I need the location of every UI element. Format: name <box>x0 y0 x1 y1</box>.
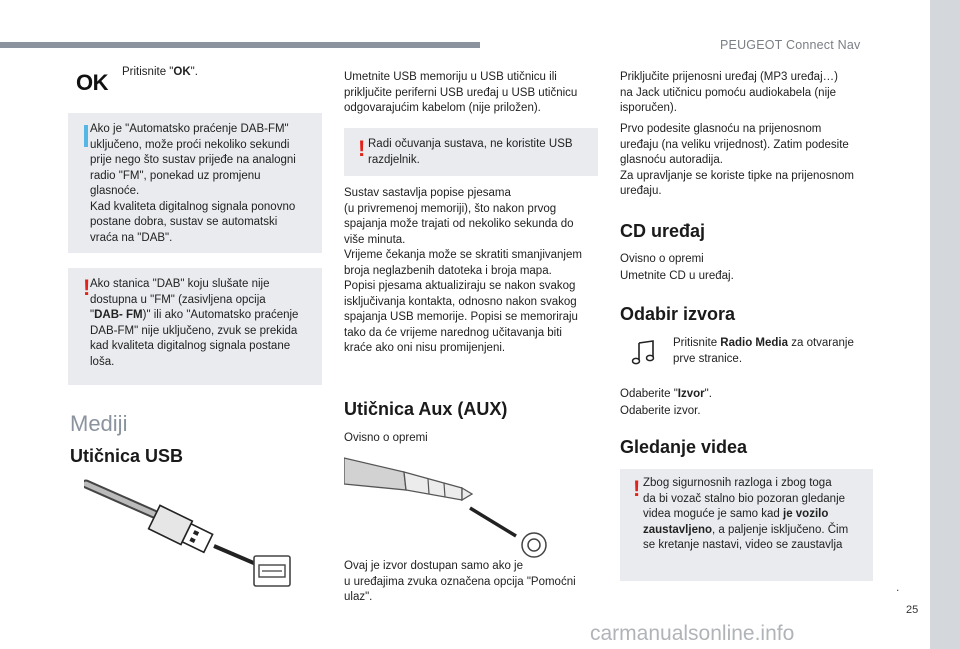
header-rule <box>0 42 480 48</box>
info-text: Ako je "Automatsko praćenje DAB-FM" uključeno, može proći nekoliko sekundi prije nego što sustav prijeđe na analogni radio "FM", ponekad uz promjenu glasnoće. Kad kvaliteta digitalnog signala ponovno postane dobra, sustav se automatski vraća na "DAB". <box>90 123 296 244</box>
watermark: carmanualsonline.info <box>590 622 795 645</box>
section-title-aux: Utičnica Aux (AUX) <box>344 399 508 419</box>
page-number: 25 <box>906 604 919 616</box>
select-source-line2: Odaberite izvor. <box>620 405 701 417</box>
header-title: PEUGEOT Connect Nav <box>720 38 861 52</box>
music-note-icon <box>631 340 657 366</box>
info-box <box>68 113 322 253</box>
warning-box-video <box>620 469 873 581</box>
section-title-source: Odabir izvora <box>620 304 736 324</box>
jack-paragraph: Priključite prijenosni uređaj (MP3 uređaj…) na Jack utičnicu pomoću audiokabela (nije isporučen). <box>620 71 838 114</box>
select-source-line: Odaberite "Izvor". <box>620 388 712 400</box>
warning-icon: ! <box>83 275 91 300</box>
info-icon <box>84 125 88 147</box>
warning-text: Ako stanica "DAB" koju slušate nije dostupna u "FM" (zasivljena opcija "DAB- FM)" ili ako "Automatsko praćenje DAB-FM" nije uključeno, zvuk se prekida kad kvaliteta digitalnog signala postane loša. <box>90 278 299 368</box>
warning-text: Zbog sigurnosnih razloga i zbog toga da bi vozač stalno bio pozoran gledanje videa moguće je samo kad je vozilo zaustavljeno, a paljenje isključeno. Čim se kretanje nastavi, video se zaustavlja <box>643 477 849 551</box>
section-title-usb: Utičnica USB <box>70 446 184 466</box>
source-instruction: Pritisnite Radio Media za otvaranje prve stranice. <box>673 337 854 365</box>
aux-note: Ovaj je izvor dostupan samo ako je u uređajima zvuka označena opcija "Pomoćni ulaz". <box>344 560 576 603</box>
warning-box-dab <box>68 268 322 385</box>
section-title-cd: CD uređaj <box>620 221 706 241</box>
ok-icon: OK <box>76 70 108 95</box>
ok-instruction: Pritisnite "OK". <box>122 66 198 78</box>
usb-illustration <box>84 476 294 591</box>
warning-text: Radi očuvanja sustava, ne koristite USB razdjelnik. <box>368 138 573 166</box>
aux-availability: Ovisno o opremi <box>344 432 428 444</box>
usb-paragraph: Umetnite USB memoriju u USB utičnicu ili priključite periferni USB uređaj u USB utičnicu odgovarajućim kabelom (nije priložen). <box>344 71 578 114</box>
section-title-video: Gledanje videa <box>620 437 748 457</box>
warning-box-usb <box>344 128 598 176</box>
cd-availability: Ovisno o opremi <box>620 253 704 265</box>
playlist-paragraph: Sustav sastavlja popise pjesama (u privremenoj memoriji), što nakon prvog spajanja može trajati od nekoliko sekunda do više minuta. Vrijeme čekanja može se skratiti smanjivanjem broja neglazbenih datoteka i broja mapa. Popisi pjesama aktualiziraju se nakon svakog isključivanja kontakta, odnosno nakon svakog spajanja USB memorije. Popisi se memoriraju tako da će vrijeme narednog učitavanja biti kraće ako oni nisu promijenjeni. <box>344 187 582 354</box>
volume-paragraph: Prvo podesite glasnoću na prijenosnom uređaju (na veliku vrijednost). Zatim podesite glasnoću autoradija. Za upravljanje se koriste tipke na prijenosnom uređaju. <box>620 123 854 197</box>
warning-icon: ! <box>633 476 641 501</box>
side-tab <box>930 0 960 649</box>
cd-instruction: Umetnite CD u uređaj. <box>620 270 734 282</box>
warning-icon: ! <box>358 136 366 161</box>
section-title-media: Mediji <box>70 411 128 436</box>
aux-jack-illustration <box>344 450 554 560</box>
continuation-marker: . <box>896 580 900 594</box>
